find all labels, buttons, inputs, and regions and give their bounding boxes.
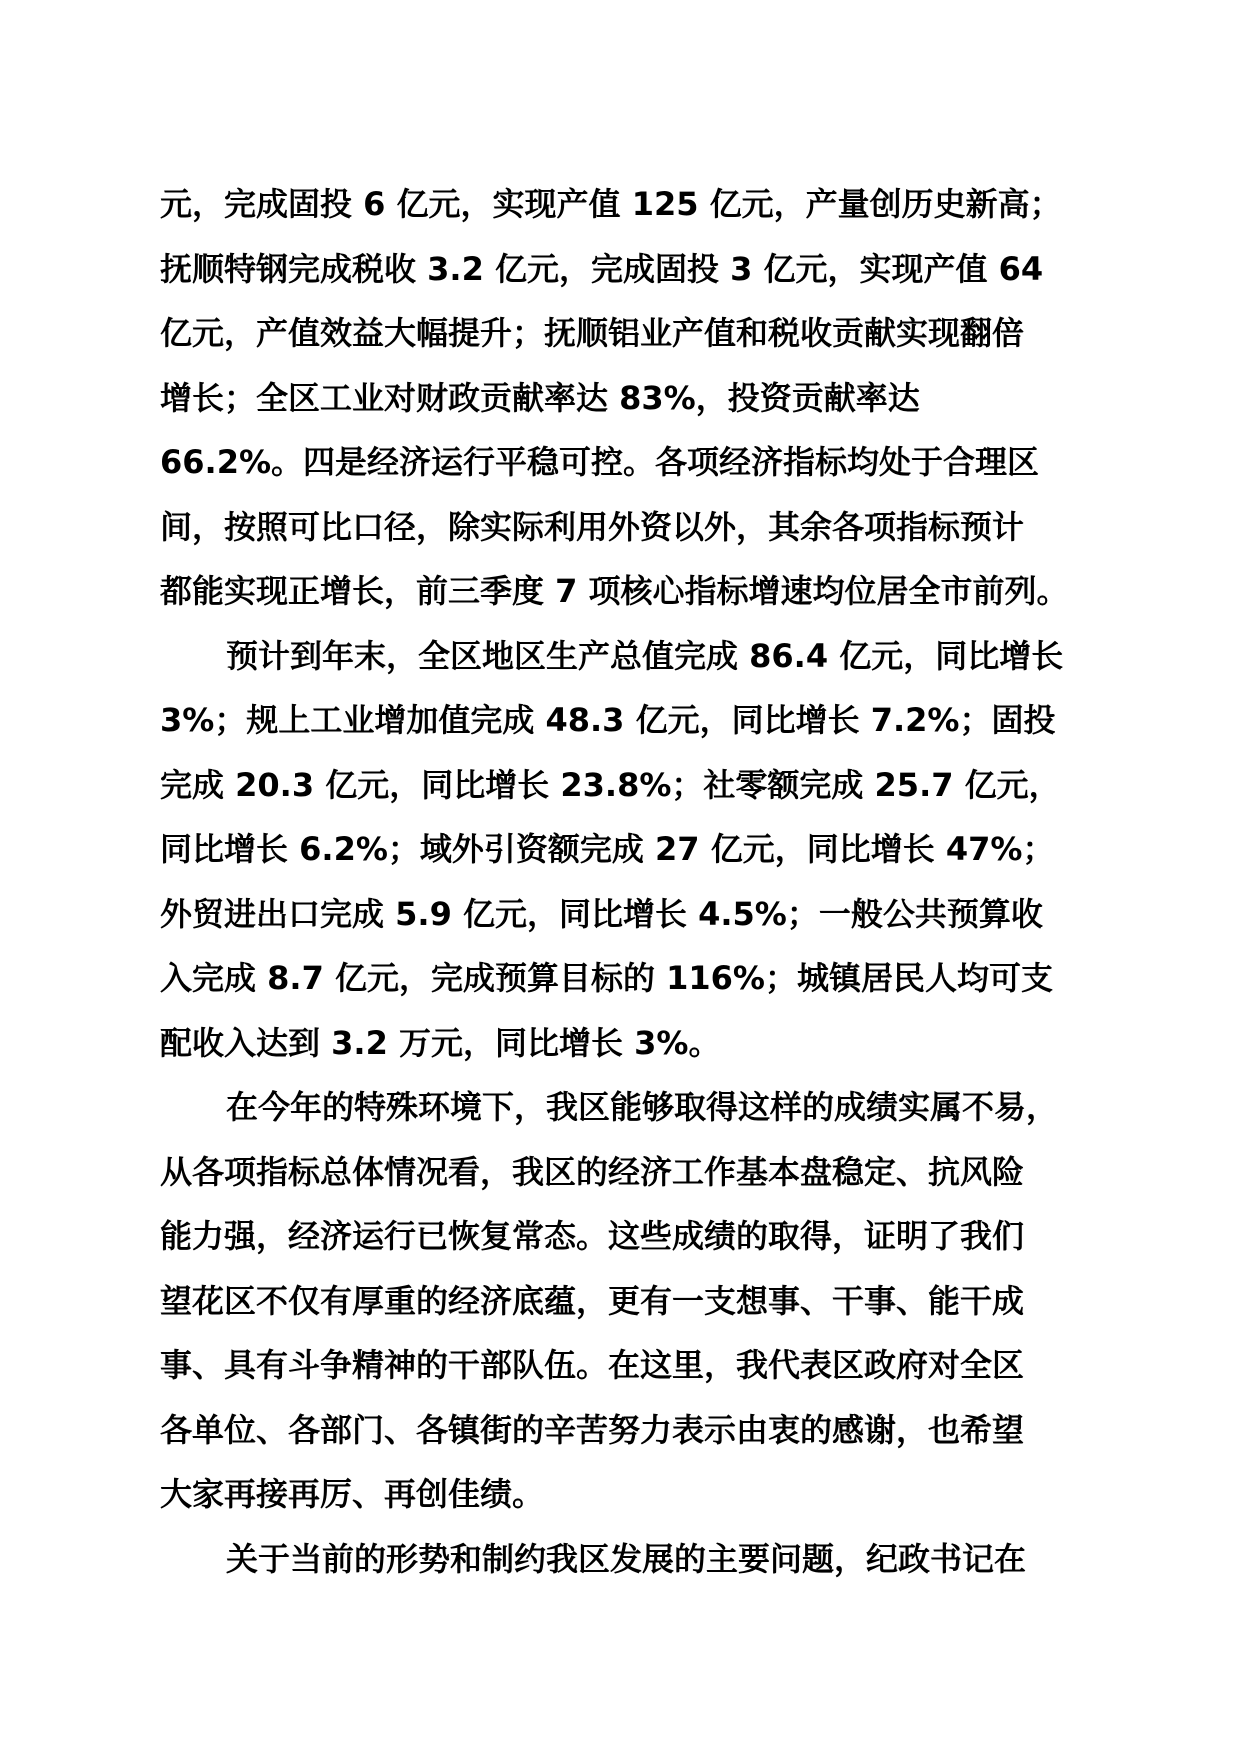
paragraph-1 (160, 172, 1100, 624)
text-line: 关于当前的形势和制约我区发展的主要问题，纪政书记在 (226, 1539, 1027, 1578)
document-body (160, 172, 1100, 1591)
paragraph-2 (160, 624, 1100, 1076)
text-line: 各单位、各部门、各镇街的辛苦努力表示由衷的感谢，也希望 (160, 1410, 1025, 1449)
text-line: 大家再接再厉、再创佳绩。 (160, 1475, 545, 1513)
text-line: 3%；规上工业增加值完成 48.3 亿元，同比增长 7.2%；固投 (160, 701, 1056, 739)
text-line: 入完成 8.7 亿元，完成预算目标的 116%；城镇居民人均可支 (160, 959, 1053, 997)
text-line: 从各项指标总体情况看，我区的经济工作基本盘稳定、抗风险 (160, 1152, 1025, 1191)
text-line: 配收入达到 3.2 万元，同比增长 3%。 (160, 1023, 721, 1062)
text-line: 元，完成固投 6 亿元，实现产值 125 亿元，产量创历史新高； (160, 185, 1062, 223)
text-line: 都能实现正增长，前三季度 7 项核心指标增速均位居全市前列。 (160, 572, 1069, 610)
text-line: 完成 20.3 亿元，同比增长 23.8%；社零额完成 25.7 亿元， (160, 765, 1061, 804)
text-line: 间，按照可比口径，除实际利用外资以外，其余各项指标预计 (160, 507, 1025, 546)
text-line: 能力强，经济运行已恢复常态。这些成绩的取得，证明了我们 (160, 1217, 1025, 1255)
paragraph-3 (160, 1075, 1100, 1527)
text-line: 同比增长 6.2%；域外引资额完成 27 亿元，同比增长 47%； (160, 830, 1055, 868)
paragraph-4 (160, 1527, 1100, 1592)
text-line: 预计到年末，全区地区生产总值完成 86.4 亿元，同比增长 (226, 636, 1064, 675)
text-line: 亿元，产值效益大幅提升；抚顺铝业产值和税收贡献实现翻倍 (160, 314, 1025, 352)
text-line: 事、具有斗争精神的干部队伍。在这里，我代表区政府对全区 (160, 1346, 1025, 1384)
text-line: 66.2%。四是经济运行平稳可控。各项经济指标均处于合理区 (160, 443, 1040, 481)
text-line: 抚顺特钢完成税收 3.2 亿元，完成固投 3 亿元，实现产值 64 (160, 249, 1044, 288)
text-line: 在今年的特殊环境下，我区能够取得这样的成绩实属不易， (226, 1088, 1059, 1126)
text-line: 望花区不仅有厚重的经济底蕴，更有一支想事、干事、能干成 (160, 1281, 1025, 1320)
text-line: 增长；全区工业对财政贡献率达 83%，投资贡献率达 (160, 378, 920, 417)
text-line: 外贸进出口完成 5.9 亿元，同比增长 4.5%；一般公共预算收 (160, 894, 1043, 933)
